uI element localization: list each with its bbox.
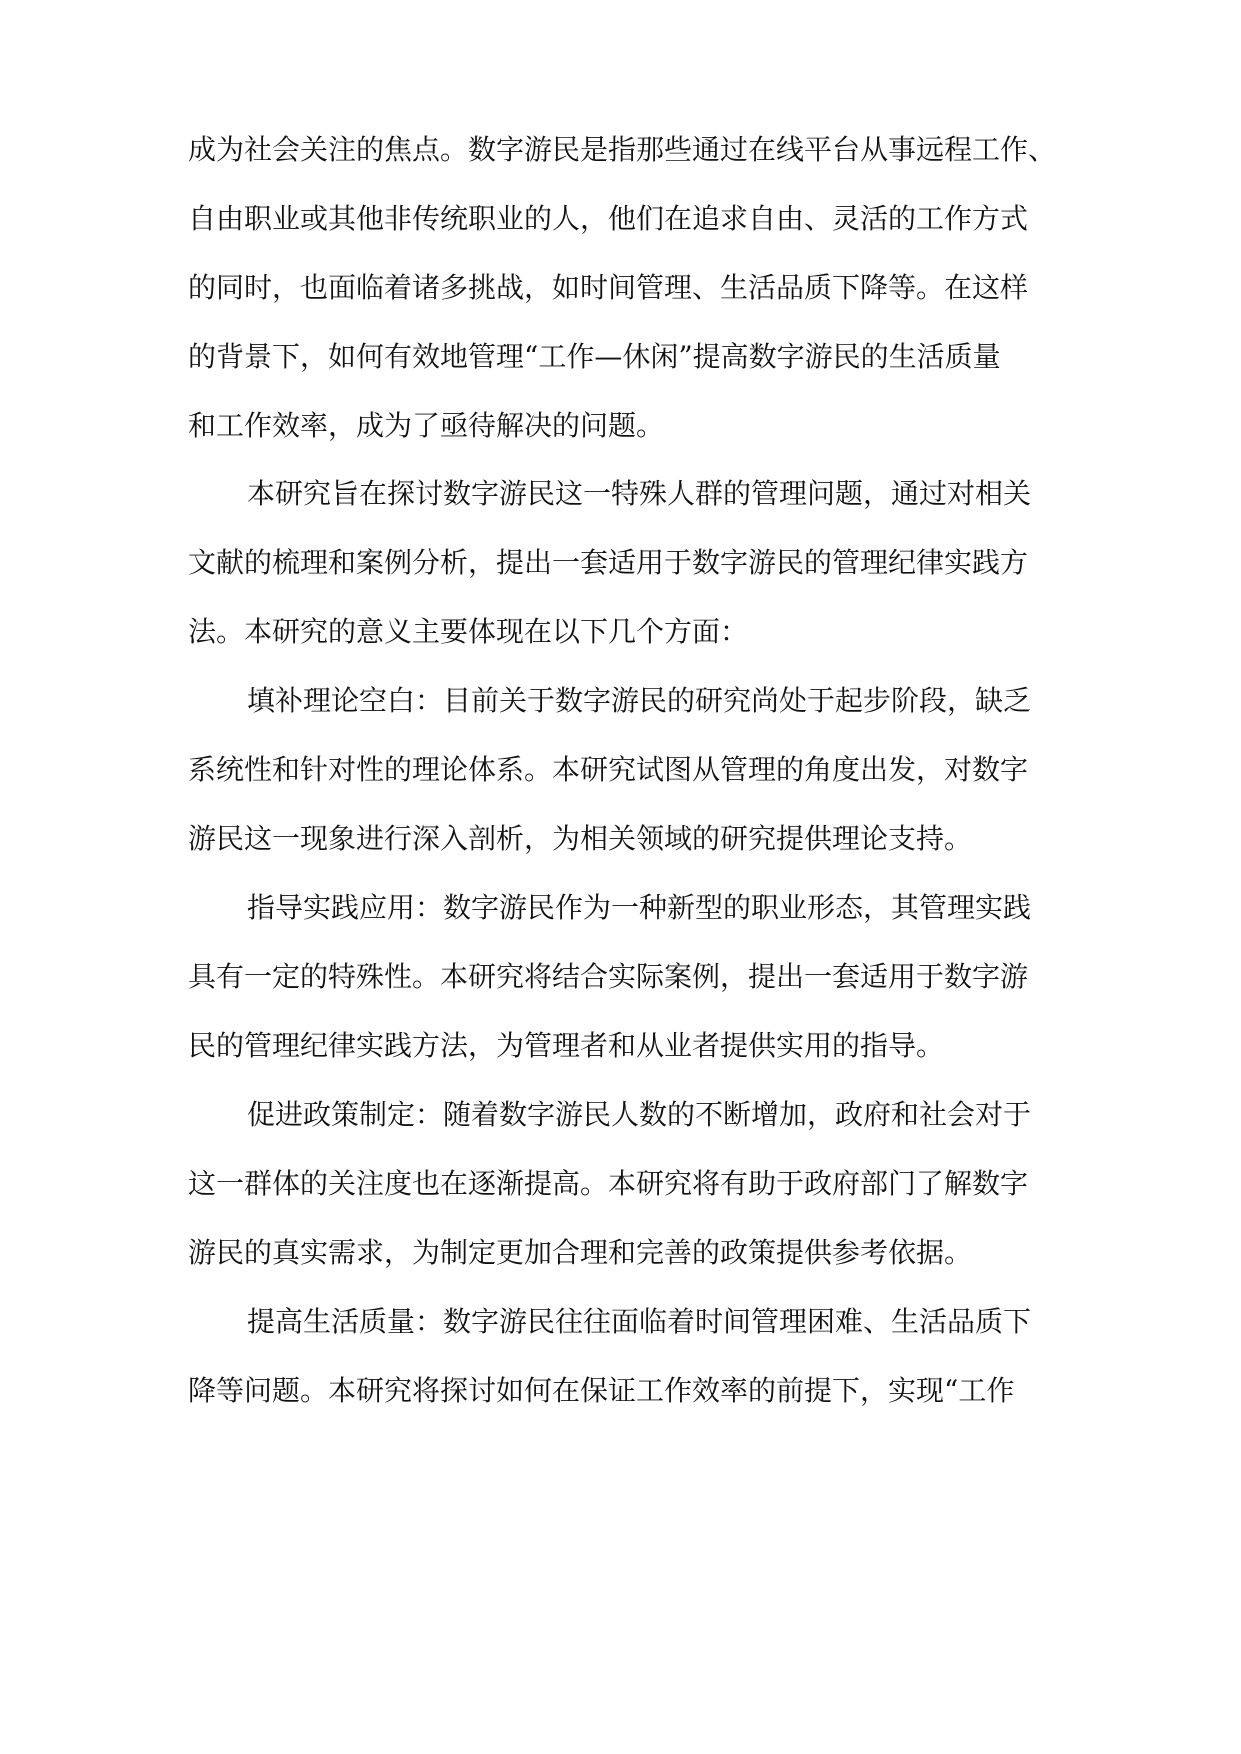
- line-text: 本研究旨在探讨数字游民这一特殊人群的管理问题，通过对相关: [247, 477, 1032, 510]
- text-line: [0, 957, 1241, 997]
- text-line: [0, 1302, 1241, 1342]
- text-line: [0, 888, 1241, 928]
- line-text: 文献的梳理和案例分析，提出一套适用于数字游民的管理纪律实践方: [188, 546, 1029, 579]
- line-text: 游民的真实需求，为制定更加合理和完善的政策提供参考依据。: [188, 1236, 973, 1269]
- text-line: [0, 474, 1241, 514]
- text-line: [0, 268, 1241, 308]
- text-line: [0, 1026, 1241, 1066]
- line-text: 成为社会关注的焦点。数字游民是指那些通过在线平台从事远程工作、: [188, 133, 1057, 166]
- line-text: 的背景下，如何有效地管理“工作—休闲”提高数字游民的生活质量: [188, 340, 1001, 373]
- line-text: 指导实践应用：数字游民作为一种新型的职业形态，其管理实践: [247, 891, 1032, 924]
- text-line: [0, 130, 1241, 170]
- text-line: [0, 750, 1241, 790]
- text-line: [0, 543, 1241, 583]
- line-text: 系统性和针对性的理论体系。本研究试图从管理的角度出发，对数字: [188, 753, 1029, 786]
- line-text: 促进政策制定：随着数字游民人数的不断增加，政府和社会对于: [247, 1098, 1032, 1131]
- text-line: [0, 819, 1241, 859]
- text-line: [0, 1371, 1241, 1411]
- line-text: 降等问题。本研究将探讨如何在保证工作效率的前提下，实现“工作: [188, 1374, 1015, 1407]
- line-text: 提高生活质量：数字游民往往面临着时间管理困难、生活品质下: [247, 1305, 1032, 1338]
- line-text: 和工作效率，成为了亟待解决的问题。: [188, 409, 665, 442]
- line-text: 这一群体的关注度也在逐渐提高。本研究将有助于政府部门了解数字: [188, 1167, 1029, 1200]
- line-text: 自由职业或其他非传统职业的人，他们在追求自由、灵活的工作方式: [188, 202, 1029, 235]
- text-line: [0, 1233, 1241, 1273]
- line-text: 法。本研究的意义主要体现在以下几个方面：: [188, 615, 749, 648]
- line-text: 民的管理纪律实践方法，为管理者和从业者提供实用的指导。: [188, 1029, 945, 1062]
- text-line: [0, 1164, 1241, 1204]
- text-line: [0, 406, 1241, 446]
- text-line: [0, 1095, 1241, 1135]
- line-text: 的同时，也面临着诸多挑战，如时间管理、生活品质下降等。在这样: [188, 271, 1029, 304]
- text-line: [0, 681, 1241, 721]
- text-line: [0, 199, 1241, 239]
- text-line: [0, 337, 1241, 377]
- line-text: 填补理论空白：目前关于数字游民的研究尚处于起步阶段，缺乏: [247, 684, 1032, 717]
- text-line: [0, 612, 1241, 652]
- line-text: 游民这一现象进行深入剖析，为相关领域的研究提供理论支持。: [188, 822, 973, 855]
- line-text: 具有一定的特殊性。本研究将结合实际案例，提出一套适用于数字游: [188, 960, 1029, 993]
